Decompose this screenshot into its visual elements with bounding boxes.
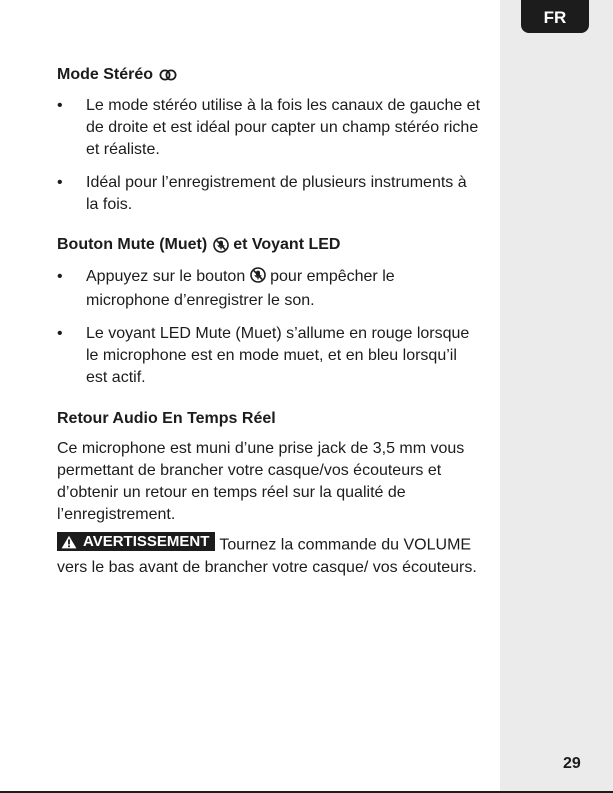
- main-content: [57, 64, 482, 579]
- warning-paragraph: [57, 532, 482, 579]
- list-item: • Idéal pour l’enregistrement de plusieurs instruments à la fois.: [57, 172, 482, 216]
- section-title-monitoring: Retour Audio En Temps Réel: [57, 410, 276, 427]
- section-title-stereo: [57, 64, 482, 86]
- list-item: [57, 266, 482, 312]
- bullet-text: pour empêcher le microphone d’enregistrer le son.: [86, 268, 395, 309]
- stereo-bullet-list: [57, 95, 482, 216]
- stereo-title-text: Mode Stéréo: [57, 66, 154, 83]
- warning-label: AVERTISSEMENT: [83, 533, 210, 550]
- mute-title-suffix: et Voyant LED: [233, 236, 341, 253]
- sidebar-panel: [500, 0, 613, 791]
- warning-badge: [57, 532, 215, 551]
- language-tab: FR: [521, 0, 589, 33]
- list-item: • Le mode stéréo utilise à la fois les canaux de gauche et de droite et est idéal pour capter un champ stéréo riche et réaliste.: [57, 95, 482, 161]
- bullet-text: Appuyez sur le bouton: [86, 268, 246, 285]
- list-item: • Le voyant LED Mute (Muet) s’allume en rouge lorsque le microphone est en mode muet, et en bleu lorsqu’il est actif.: [57, 323, 482, 389]
- section-title-mute: [57, 234, 482, 256]
- page-number: 29: [563, 755, 581, 772]
- mute-title-text: Bouton Mute (Muet): [57, 236, 208, 253]
- mute-icon: [213, 237, 229, 253]
- mute-bullet-list: [57, 266, 482, 389]
- mute-icon: [250, 267, 266, 290]
- stereo-pattern-icon: [159, 69, 177, 81]
- warning-text: Tournez la commande du VOLUME vers le bas avant de brancher votre casque/ vos écouteurs.: [57, 536, 477, 576]
- monitoring-paragraph: Ce microphone est muni d’une prise jack de 3,5 mm vous permettant de brancher votre casque/vos écouteurs et d’obtenir un retour en temps réel sur la qualité de l’enregistrement.: [57, 440, 465, 523]
- warning-triangle-icon: [61, 535, 77, 549]
